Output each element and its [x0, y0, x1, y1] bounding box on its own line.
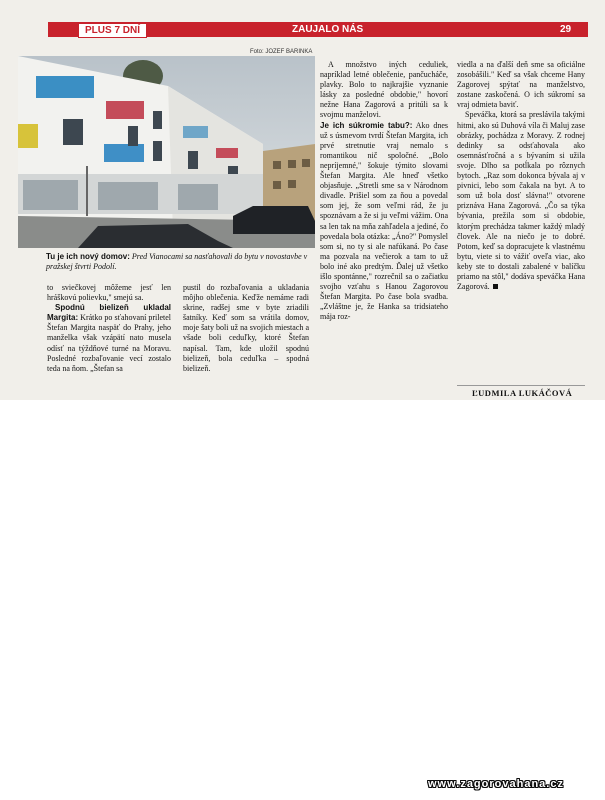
article-paragraph: pustil do rozbaľovania a ukladania môjho oblečenia. Keďže nemáme radi skrine, radšej sme v byte zriadili šatníky. Keď som sa vrátila domov, moje šaty boli už na svojich miestach a všade boli ceduľky, ktoré Štefan napísal. Tam, kde uložil spodnú bielizeň, bola ceduľka – spodná bielizeň. [183, 283, 309, 373]
article-paragraph: Ako dnes už s úsmevom tvrdí Štefan Margita, ich prvé stretnutie vraj nemalo s romantikou nič spoločné. „Bolo nepríjemné," šokuje týmito slovami Štefan Margita. Ale hneď všetko objasňuje. „Stretli sme sa v Národnom divadle. Prišiel som za ňou a povedal som jej, že som veľmi rád, že ju spoznávam a že si ju veľmi vážim. Ona sa len tak na mňa zahľadela a jediné, čo povedala bola otázka: „Áno?" Pomyslel som si, no ty si ale nafúkaná. Po čase ma pozvala na večierok a tam to už bolo iné ako predtým. Ďalej už všetko išlo spontánne," rozrečnil sa o začiatku svojho vzťahu s Hanou Zagorovou Štefan Margita. Po čase bola svadba. „Zvláštne je, že Hanka sa tridsiateho mája roz- [320, 120, 448, 322]
website-watermark: www.zagorovahana.cz [428, 778, 564, 790]
magazine-label: PLUS 7 DNÍ [78, 23, 147, 38]
photo-credit: Foto: JOZEF BARINKA [250, 49, 313, 55]
article-paragraph: Speváčka, ktorá sa preslávila takými hitmi, ako sú Duhová víla či Maluj zase obrázky, pochádza z Moravy. Z rodnej dedinky sa odsťahovala ako osemnásťročná a s bývaním si užila svoje. Dlho sa potĺkala po rôznych bytoch. „Raz som dokonca bývala aj v pivnici, lebo som čakala na byt. A to som už bola dosť slávna!" otvorene priznáva Hana Zagorová. „Čo sa týka bývania, prežila som si obdobie, ktorým prechádza takmer každý mladý človek. Ale na niečo je to dobré. Potom, keď sa dopracujete k vlastnému bytu, viete si to vážiť oveľa viac, ako keby ste to dostali zabalené v balíčku priamo na stôl," dodáva speváčka Hana Zagorová. [457, 110, 585, 292]
caption-lead: Tu je ich nový domov: [46, 252, 130, 261]
article-subhead: Spodnú bielizeň ukladal Margita: [47, 303, 171, 323]
article-column-2 [183, 283, 309, 374]
article-paragraph: Krátko po sťahovaní priletel Štefan Margita naspäť do Prahy, jeho manželka však vzápätí nato musela odísť na týždňové turné na Moravu. Posledné rozbaľovanie vecí zostalo teda na ňom. „Štefan sa [47, 313, 172, 373]
article-subhead: Je ich súkromie tabu?: [320, 120, 413, 130]
article-paragraph: viedla a na ďalší deň sme sa oficiálne zosobášili." Keď sa však chceme Hany Zagorovej spýtať na manželstvo, zostane zaskočená. O ich súkromí sa vraj odmieta baviť. [457, 60, 585, 110]
caption-text: Pred Vianocami sa nasťahovali do bytu v novostavbe v pražskej štvrti Podolí. [46, 252, 308, 271]
section-title: ZAUJALO NÁS [292, 24, 364, 35]
end-mark-icon [493, 284, 498, 289]
author-byline: ĽUDMILA LUKÁČOVÁ [472, 388, 573, 398]
article-column-1 [47, 283, 171, 374]
article-paragraph: to sviečkovej môžeme jesť len hráškovú polievku," smejú sa. [47, 283, 171, 303]
photo-caption [46, 252, 316, 272]
article-paragraph: A množstvo iných ceduliek, napríklad letné oblečenie, pančucháče, plavky. Bolo to najkrajšie vyznanie lásky za posledné obdobie," hovorí nežne Hana Zagorová a pritúli sa k svojmu manželovi. [320, 60, 448, 120]
author-divider [457, 385, 585, 386]
article-column-4 [457, 60, 585, 292]
building-photo [18, 56, 315, 248]
page-number: 29 [560, 24, 572, 35]
article-column-3 [320, 60, 448, 322]
blank-area [0, 400, 605, 800]
